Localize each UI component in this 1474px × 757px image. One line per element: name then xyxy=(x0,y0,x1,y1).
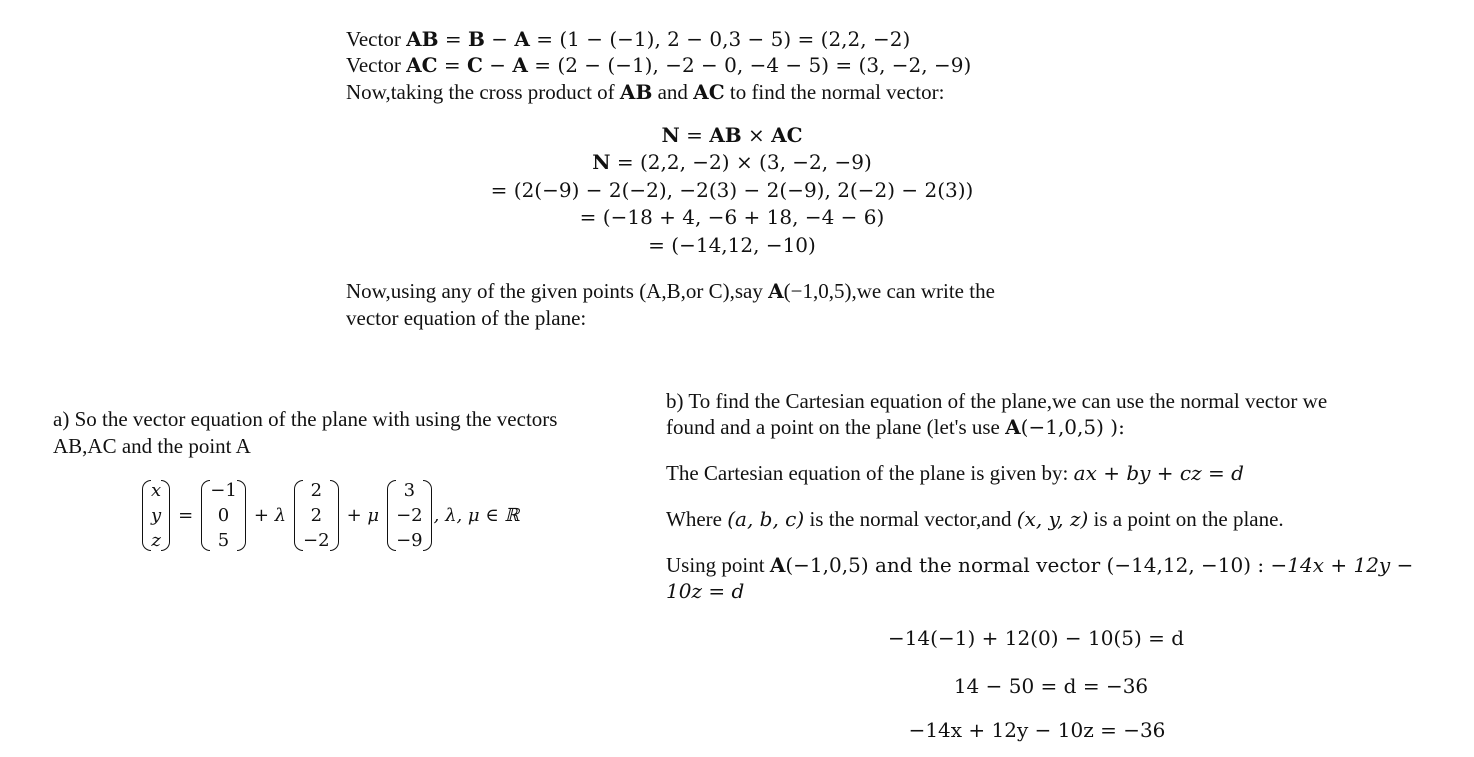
sentence-text: is a point on the plane. xyxy=(1088,507,1284,531)
cartesian-intro xyxy=(666,460,1244,486)
ab-symbol: AB xyxy=(709,123,742,147)
direction-vector-ac xyxy=(387,478,432,553)
vector-ac-prefix: Vector xyxy=(346,53,407,77)
z-component: z xyxy=(151,530,161,551)
ac-symbol: AC xyxy=(771,123,803,147)
normal-symbol: N xyxy=(661,123,680,147)
vector-ac-line xyxy=(346,52,971,78)
point-sentence-line-1 xyxy=(346,278,995,304)
vector-ab-line xyxy=(346,26,910,52)
part-b-line-1: b) To find the Cartesian equation of the plane,we can use the normal vector we xyxy=(666,389,1328,413)
cross-symbol: × xyxy=(741,123,772,147)
ab-y: 2 xyxy=(310,505,323,526)
vector-ac-computation: = (2 − (−1), −2 − 0, −4 − 5) = (3, −2, −9) xyxy=(527,53,972,77)
part-b-line-2 xyxy=(666,414,1125,440)
point-a-x: −1 xyxy=(210,480,237,501)
y-component: y xyxy=(151,505,162,526)
normal-symbol: N xyxy=(592,150,611,174)
normal-components: (a, b, c) xyxy=(727,507,805,531)
point-b-symbol: B xyxy=(467,27,485,51)
point-a-vector xyxy=(201,478,246,553)
point-a-y: 0 xyxy=(217,505,230,526)
ab-symbol: AB xyxy=(619,80,653,104)
sentence-text: and xyxy=(652,80,694,104)
plus-lambda: + λ xyxy=(253,505,287,526)
point-c-symbol: C xyxy=(466,53,483,77)
point-components: (x, y, z) xyxy=(1016,507,1089,531)
ac-x: 3 xyxy=(403,480,416,501)
vector-ac-symbol: AC xyxy=(406,53,438,77)
vector-equation xyxy=(140,478,519,553)
calc-step-2: 14 − 50 = d = −36 xyxy=(953,674,1149,698)
direction-vector-ab xyxy=(294,478,339,553)
vector-ab-prefix: Vector xyxy=(346,27,407,51)
using-point-line-1 xyxy=(666,552,1413,578)
ac-symbol: AC xyxy=(693,80,725,104)
point-a-symbol: A xyxy=(768,279,784,303)
point-sentence-line-2: vector equation of the plane: xyxy=(346,306,587,330)
sentence-text: to find the normal vector: xyxy=(724,80,945,104)
sentence-text: Using point xyxy=(666,553,770,577)
point-a-coords: (−1,0,5) ): xyxy=(1020,415,1125,439)
vector-ac-equals: = xyxy=(437,53,467,77)
vector-ab-computation: = (1 − (−1), 2 − 0,3 − 5) = (2,2, −2) xyxy=(529,27,911,51)
point-a-symbol: A xyxy=(769,553,786,577)
sentence-text: Where xyxy=(666,507,728,531)
ac-z: −9 xyxy=(396,530,423,551)
point-a-symbol: A xyxy=(514,27,530,51)
cross-product-line-4: = (−18 + 4, −6 + 18, −4 − 6) xyxy=(579,205,885,229)
normal-vector-text: (−1,0,5) and the normal vector (−14,12, −10) : xyxy=(785,553,1271,577)
final-cartesian-equation: −14x + 12y − 10z = −36 xyxy=(908,718,1166,742)
parameters-domain: , λ, μ ∈ ℝ xyxy=(433,505,520,526)
cross-product-expansion: = (2,2, −2) × (3, −2, −9) xyxy=(610,150,872,174)
vector-ab-minus: − xyxy=(484,27,515,51)
using-point-line-2: 10z = d xyxy=(666,579,745,603)
sentence-text: Now,using any of the given points (A,B,or C),say xyxy=(346,279,769,303)
cross-product-line-1 xyxy=(382,122,1082,148)
calc-step-1: −14(−1) + 12(0) − 10(5) = d xyxy=(887,626,1185,650)
part-a-line-2: AB,AC and the point A xyxy=(53,434,251,458)
equals: = xyxy=(679,123,710,147)
ac-y: −2 xyxy=(396,505,423,526)
equals: = xyxy=(178,505,194,526)
cross-product-sentence xyxy=(346,79,944,105)
sentence-text: is the normal vector,and xyxy=(804,507,1017,531)
cross-product-line-5: = (−14,12, −10) xyxy=(648,233,816,257)
sentence-text: Now,taking the cross product of xyxy=(346,80,620,104)
plus-mu: + μ xyxy=(346,505,380,526)
vector-ab-symbol: AB xyxy=(406,27,439,51)
point-a-symbol: A xyxy=(1005,415,1021,439)
vector-ac-minus: − xyxy=(482,53,513,77)
vector-ab-equals: = xyxy=(438,27,468,51)
x-component: x xyxy=(151,480,162,501)
point-a-z: 5 xyxy=(217,530,230,551)
sentence-text: The Cartesian equation of the plane is given by: xyxy=(666,461,1074,485)
part-a-line-1: a) So the vector equation of the plane with using the vectors xyxy=(53,407,558,431)
general-cartesian-form: ax + by + cz = d xyxy=(1073,461,1244,485)
where-line xyxy=(666,506,1284,532)
sentence-text: found and a point on the plane (let's use xyxy=(666,415,1006,439)
ab-z: −2 xyxy=(303,530,330,551)
equation-start: −14x + 12y − xyxy=(1270,553,1414,577)
cross-product-line-3: = (2(−9) − 2(−2), −2(3) − 2(−9), 2(−2) − 2(3)) xyxy=(490,178,974,202)
sentence-text: (−1,0,5),we can write the xyxy=(783,279,995,303)
ab-x: 2 xyxy=(310,480,323,501)
point-a-symbol: A xyxy=(512,53,528,77)
cross-product-line-2 xyxy=(382,149,1082,175)
position-vector-xyz xyxy=(142,478,170,553)
